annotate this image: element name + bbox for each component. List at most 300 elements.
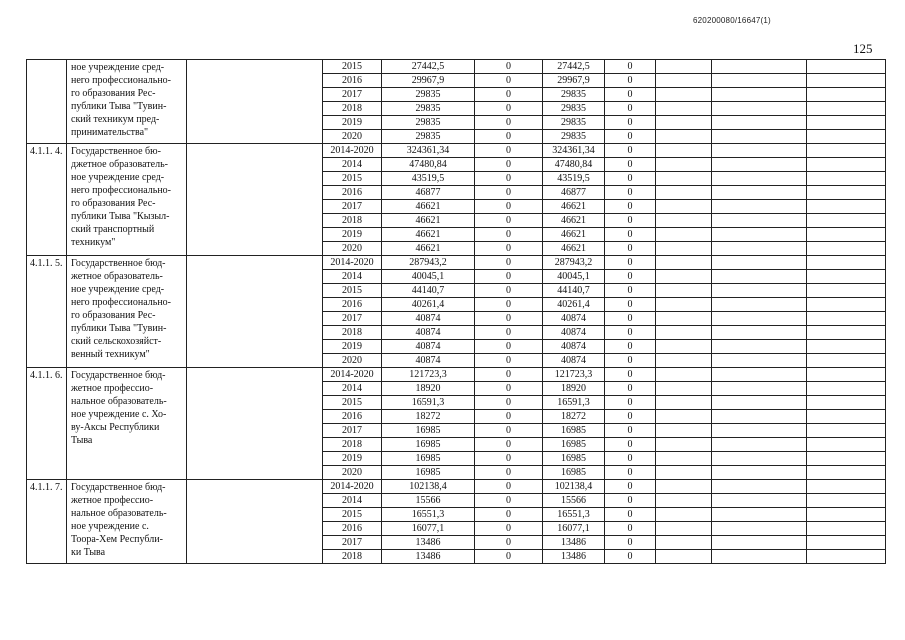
federal-cell: 0: [475, 550, 543, 564]
empty-cell: [712, 368, 807, 382]
year-cell: 2017: [323, 536, 382, 550]
empty-cell: [807, 144, 886, 158]
year-cell: 2020: [323, 354, 382, 368]
empty-cell: [807, 424, 886, 438]
other-cell: 0: [605, 102, 656, 116]
empty-cell: [656, 214, 712, 228]
federal-cell: 0: [475, 242, 543, 256]
empty-cell: [807, 298, 886, 312]
organization-name-line: Государственное бюд-: [71, 258, 166, 269]
republic-cell: 16985: [543, 452, 605, 466]
other-cell: 0: [605, 242, 656, 256]
total-cell: 102138,4: [382, 480, 475, 494]
empty-cell: [656, 242, 712, 256]
total-cell: 287943,2: [382, 256, 475, 270]
table-row: [27, 480, 886, 494]
organization-name-line: Тоора-Хем Республи-: [71, 534, 163, 545]
empty-cell: [656, 410, 712, 424]
other-cell: 0: [605, 144, 656, 158]
federal-cell: 0: [475, 312, 543, 326]
empty-cell: [712, 326, 807, 340]
federal-cell: 0: [475, 172, 543, 186]
empty-cell: [656, 74, 712, 88]
republic-cell: 18272: [543, 410, 605, 424]
organization-name-line: ский техникум пред-: [71, 114, 160, 125]
year-cell: 2019: [323, 340, 382, 354]
republic-cell: 43519,5: [543, 172, 605, 186]
total-cell: 44140,7: [382, 284, 475, 298]
federal-cell: 0: [475, 186, 543, 200]
empty-cell: [712, 452, 807, 466]
empty-cell: [712, 172, 807, 186]
organization-name-line: принимательства": [71, 127, 149, 138]
other-cell: 0: [605, 550, 656, 564]
organization-name-line: него профессионально-: [71, 297, 171, 308]
organization-name-line: ное учреждение с.: [71, 521, 149, 532]
other-cell: 0: [605, 354, 656, 368]
republic-cell: 29835: [543, 130, 605, 144]
other-cell: 0: [605, 508, 656, 522]
republic-cell: 29835: [543, 88, 605, 102]
empty-cell: [187, 368, 323, 480]
other-cell: 0: [605, 298, 656, 312]
item-code: 4.1.1. 6.: [27, 368, 67, 480]
total-cell: 40874: [382, 340, 475, 354]
total-cell: 29835: [382, 102, 475, 116]
empty-cell: [712, 480, 807, 494]
empty-cell: [807, 158, 886, 172]
empty-cell: [807, 536, 886, 550]
total-cell: 16985: [382, 452, 475, 466]
year-cell: 2017: [323, 200, 382, 214]
organization-name-line: жетное образователь-: [71, 271, 163, 282]
empty-cell: [807, 326, 886, 340]
empty-cell: [712, 270, 807, 284]
year-cell: 2020: [323, 130, 382, 144]
empty-cell: [807, 494, 886, 508]
table-row: [27, 256, 886, 270]
total-cell: 40874: [382, 354, 475, 368]
page-number: 125: [853, 41, 873, 56]
total-cell: 16985: [382, 466, 475, 480]
empty-cell: [656, 396, 712, 410]
table-row: [27, 60, 886, 74]
empty-cell: [807, 214, 886, 228]
year-cell: 2014: [323, 270, 382, 284]
empty-cell: [712, 116, 807, 130]
other-cell: 0: [605, 256, 656, 270]
other-cell: 0: [605, 424, 656, 438]
organization-name: [67, 60, 187, 144]
empty-cell: [187, 60, 323, 144]
other-cell: 0: [605, 438, 656, 452]
federal-cell: 0: [475, 144, 543, 158]
year-cell: 2014-2020: [323, 256, 382, 270]
total-cell: 27442,5: [382, 60, 475, 74]
item-code: 4.1.1. 7.: [27, 480, 67, 564]
organization-name: [67, 256, 187, 368]
document-id: 620200080/16647(1): [693, 16, 771, 25]
empty-cell: [807, 396, 886, 410]
empty-cell: [656, 354, 712, 368]
year-cell: 2017: [323, 312, 382, 326]
year-cell: 2016: [323, 522, 382, 536]
federal-cell: 0: [475, 130, 543, 144]
federal-cell: 0: [475, 284, 543, 298]
empty-cell: [656, 102, 712, 116]
empty-cell: [807, 508, 886, 522]
empty-cell: [656, 116, 712, 130]
republic-cell: 324361,34: [543, 144, 605, 158]
federal-cell: 0: [475, 494, 543, 508]
organization-name-line: нальное образователь-: [71, 396, 167, 407]
other-cell: 0: [605, 410, 656, 424]
empty-cell: [656, 480, 712, 494]
organization-name-line: го образования Рес-: [71, 310, 156, 321]
empty-cell: [807, 256, 886, 270]
total-cell: 43519,5: [382, 172, 475, 186]
year-cell: 2018: [323, 326, 382, 340]
year-cell: 2015: [323, 172, 382, 186]
organization-name-line: ное учреждение сред-: [71, 172, 165, 183]
organization-name-line: го образования Рес-: [71, 198, 156, 209]
empty-cell: [807, 368, 886, 382]
year-cell: 2017: [323, 424, 382, 438]
federal-cell: 0: [475, 452, 543, 466]
total-cell: 13486: [382, 536, 475, 550]
year-cell: 2019: [323, 452, 382, 466]
year-cell: 2018: [323, 550, 382, 564]
empty-cell: [712, 410, 807, 424]
total-cell: 46621: [382, 242, 475, 256]
republic-cell: 40874: [543, 312, 605, 326]
total-cell: 16551,3: [382, 508, 475, 522]
empty-cell: [712, 256, 807, 270]
year-cell: 2019: [323, 116, 382, 130]
other-cell: 0: [605, 186, 656, 200]
empty-cell: [807, 74, 886, 88]
empty-cell: [656, 312, 712, 326]
federal-cell: 0: [475, 466, 543, 480]
total-cell: 18272: [382, 410, 475, 424]
year-cell: 2015: [323, 508, 382, 522]
year-cell: 2016: [323, 298, 382, 312]
republic-cell: 46621: [543, 242, 605, 256]
empty-cell: [656, 298, 712, 312]
other-cell: 0: [605, 60, 656, 74]
empty-cell: [712, 312, 807, 326]
organization-name-line: нальное образователь-: [71, 508, 167, 519]
organization-name-line: ное учреждение сред-: [71, 62, 165, 73]
empty-cell: [656, 284, 712, 298]
empty-cell: [712, 508, 807, 522]
other-cell: 0: [605, 172, 656, 186]
other-cell: 0: [605, 382, 656, 396]
other-cell: 0: [605, 480, 656, 494]
federal-cell: 0: [475, 522, 543, 536]
organization-name-line: джетное образователь-: [71, 159, 168, 170]
empty-cell: [656, 228, 712, 242]
organization-name-line: публики Тыва "Тувин-: [71, 101, 167, 112]
other-cell: 0: [605, 494, 656, 508]
other-cell: 0: [605, 270, 656, 284]
republic-cell: 16077,1: [543, 522, 605, 536]
other-cell: 0: [605, 312, 656, 326]
empty-cell: [807, 438, 886, 452]
empty-cell: [656, 452, 712, 466]
republic-cell: 16551,3: [543, 508, 605, 522]
year-cell: 2015: [323, 284, 382, 298]
republic-cell: 16591,3: [543, 396, 605, 410]
empty-cell: [187, 256, 323, 368]
organization-name-line: Государственное бюд-: [71, 370, 166, 381]
other-cell: 0: [605, 130, 656, 144]
republic-cell: 13486: [543, 536, 605, 550]
federal-cell: 0: [475, 270, 543, 284]
empty-cell: [656, 326, 712, 340]
federal-cell: 0: [475, 508, 543, 522]
other-cell: 0: [605, 200, 656, 214]
other-cell: 0: [605, 466, 656, 480]
empty-cell: [656, 88, 712, 102]
republic-cell: 16985: [543, 438, 605, 452]
empty-cell: [712, 298, 807, 312]
other-cell: 0: [605, 522, 656, 536]
empty-cell: [656, 368, 712, 382]
empty-cell: [807, 550, 886, 564]
empty-cell: [656, 550, 712, 564]
organization-name: [67, 144, 187, 256]
total-cell: 46621: [382, 214, 475, 228]
republic-cell: 102138,4: [543, 480, 605, 494]
empty-cell: [807, 480, 886, 494]
empty-cell: [712, 242, 807, 256]
empty-cell: [807, 172, 886, 186]
total-cell: 46621: [382, 228, 475, 242]
republic-cell: 29835: [543, 116, 605, 130]
republic-cell: 44140,7: [543, 284, 605, 298]
empty-cell: [656, 172, 712, 186]
federal-cell: 0: [475, 74, 543, 88]
empty-cell: [712, 466, 807, 480]
empty-cell: [712, 200, 807, 214]
empty-cell: [712, 102, 807, 116]
federal-cell: 0: [475, 340, 543, 354]
organization-name-line: Государственное бюд-: [71, 482, 166, 493]
republic-cell: 40874: [543, 326, 605, 340]
empty-cell: [656, 60, 712, 74]
year-cell: 2020: [323, 242, 382, 256]
total-cell: 13486: [382, 550, 475, 564]
total-cell: 40874: [382, 312, 475, 326]
organization-name-line: Тыва: [71, 435, 93, 446]
empty-cell: [656, 158, 712, 172]
organization-name-line: ное учреждение с. Хо-: [71, 409, 167, 420]
republic-cell: 27442,5: [543, 60, 605, 74]
republic-cell: 16985: [543, 466, 605, 480]
empty-cell: [807, 116, 886, 130]
item-code: [27, 60, 67, 144]
empty-cell: [656, 200, 712, 214]
republic-cell: 13486: [543, 550, 605, 564]
total-cell: 324361,34: [382, 144, 475, 158]
federal-cell: 0: [475, 214, 543, 228]
year-cell: 2015: [323, 396, 382, 410]
empty-cell: [712, 438, 807, 452]
other-cell: 0: [605, 536, 656, 550]
federal-cell: 0: [475, 116, 543, 130]
republic-cell: 40045,1: [543, 270, 605, 284]
year-cell: 2016: [323, 410, 382, 424]
empty-cell: [656, 186, 712, 200]
empty-cell: [656, 144, 712, 158]
empty-cell: [712, 144, 807, 158]
republic-cell: 46621: [543, 214, 605, 228]
federal-cell: 0: [475, 228, 543, 242]
empty-cell: [187, 144, 323, 256]
year-cell: 2019: [323, 228, 382, 242]
year-cell: 2014-2020: [323, 368, 382, 382]
federal-cell: 0: [475, 424, 543, 438]
empty-cell: [807, 270, 886, 284]
table-row: [27, 368, 886, 382]
empty-cell: [807, 102, 886, 116]
federal-cell: 0: [475, 200, 543, 214]
other-cell: 0: [605, 158, 656, 172]
empty-cell: [712, 382, 807, 396]
other-cell: 0: [605, 340, 656, 354]
empty-cell: [656, 382, 712, 396]
total-cell: 46621: [382, 200, 475, 214]
year-cell: 2018: [323, 102, 382, 116]
other-cell: 0: [605, 228, 656, 242]
organization-name: [67, 368, 187, 480]
federal-cell: 0: [475, 102, 543, 116]
empty-cell: [712, 284, 807, 298]
other-cell: 0: [605, 284, 656, 298]
total-cell: 47480,84: [382, 158, 475, 172]
empty-cell: [656, 340, 712, 354]
empty-cell: [656, 466, 712, 480]
empty-cell: [807, 522, 886, 536]
federal-cell: 0: [475, 480, 543, 494]
empty-cell: [807, 340, 886, 354]
total-cell: 15566: [382, 494, 475, 508]
republic-cell: 40874: [543, 340, 605, 354]
organization-name-line: ский сельскохозяйст-: [71, 336, 162, 347]
organization-name: [67, 480, 187, 564]
empty-cell: [656, 256, 712, 270]
organization-name-line: Государственное бю-: [71, 146, 161, 157]
empty-cell: [656, 270, 712, 284]
republic-cell: 29835: [543, 102, 605, 116]
total-cell: 16985: [382, 438, 475, 452]
empty-cell: [807, 60, 886, 74]
organization-name-line: публики Тыва "Кызыл-: [71, 211, 170, 222]
empty-cell: [807, 382, 886, 396]
republic-cell: 46621: [543, 200, 605, 214]
year-cell: 2016: [323, 186, 382, 200]
other-cell: 0: [605, 368, 656, 382]
republic-cell: 40874: [543, 354, 605, 368]
empty-cell: [712, 396, 807, 410]
federal-cell: 0: [475, 60, 543, 74]
empty-cell: [807, 186, 886, 200]
republic-cell: 46621: [543, 228, 605, 242]
federal-cell: 0: [475, 438, 543, 452]
federal-cell: 0: [475, 536, 543, 550]
empty-cell: [187, 480, 323, 564]
federal-cell: 0: [475, 88, 543, 102]
year-cell: 2014: [323, 382, 382, 396]
empty-cell: [712, 130, 807, 144]
other-cell: 0: [605, 116, 656, 130]
organization-name-line: ву-Аксы Республики: [71, 422, 160, 433]
empty-cell: [656, 536, 712, 550]
empty-cell: [712, 214, 807, 228]
total-cell: 29967,9: [382, 74, 475, 88]
organization-name-line: него профессионально-: [71, 185, 171, 196]
organization-name-line: ки Тыва: [71, 547, 106, 558]
organization-name-line: жетное профессио-: [71, 383, 154, 394]
total-cell: 46877: [382, 186, 475, 200]
empty-cell: [712, 340, 807, 354]
empty-cell: [712, 494, 807, 508]
total-cell: 16077,1: [382, 522, 475, 536]
total-cell: 16591,3: [382, 396, 475, 410]
total-cell: 121723,3: [382, 368, 475, 382]
total-cell: 18920: [382, 382, 475, 396]
empty-cell: [712, 424, 807, 438]
federal-cell: 0: [475, 368, 543, 382]
empty-cell: [712, 186, 807, 200]
republic-cell: 287943,2: [543, 256, 605, 270]
other-cell: 0: [605, 396, 656, 410]
federal-cell: 0: [475, 396, 543, 410]
other-cell: 0: [605, 326, 656, 340]
federal-cell: 0: [475, 158, 543, 172]
organization-name-line: него профессионально-: [71, 75, 171, 86]
republic-cell: 46877: [543, 186, 605, 200]
republic-cell: 15566: [543, 494, 605, 508]
federal-cell: 0: [475, 256, 543, 270]
organization-name-line: жетное профессио-: [71, 495, 154, 506]
federal-cell: 0: [475, 382, 543, 396]
year-cell: 2018: [323, 438, 382, 452]
organization-name-line: ский транспортный: [71, 224, 155, 235]
organization-name-line: венный техникум": [71, 349, 150, 360]
year-cell: 2017: [323, 88, 382, 102]
republic-cell: 16985: [543, 424, 605, 438]
empty-cell: [712, 74, 807, 88]
total-cell: 29835: [382, 116, 475, 130]
empty-cell: [807, 466, 886, 480]
empty-cell: [656, 438, 712, 452]
year-cell: 2020: [323, 466, 382, 480]
other-cell: 0: [605, 74, 656, 88]
organization-name-line: ное учреждение сред-: [71, 284, 165, 295]
empty-cell: [656, 508, 712, 522]
table-row: [27, 144, 886, 158]
empty-cell: [712, 228, 807, 242]
year-cell: 2014-2020: [323, 480, 382, 494]
item-code: 4.1.1. 5.: [27, 256, 67, 368]
empty-cell: [807, 452, 886, 466]
empty-cell: [807, 130, 886, 144]
federal-cell: 0: [475, 298, 543, 312]
empty-cell: [656, 522, 712, 536]
empty-cell: [807, 228, 886, 242]
